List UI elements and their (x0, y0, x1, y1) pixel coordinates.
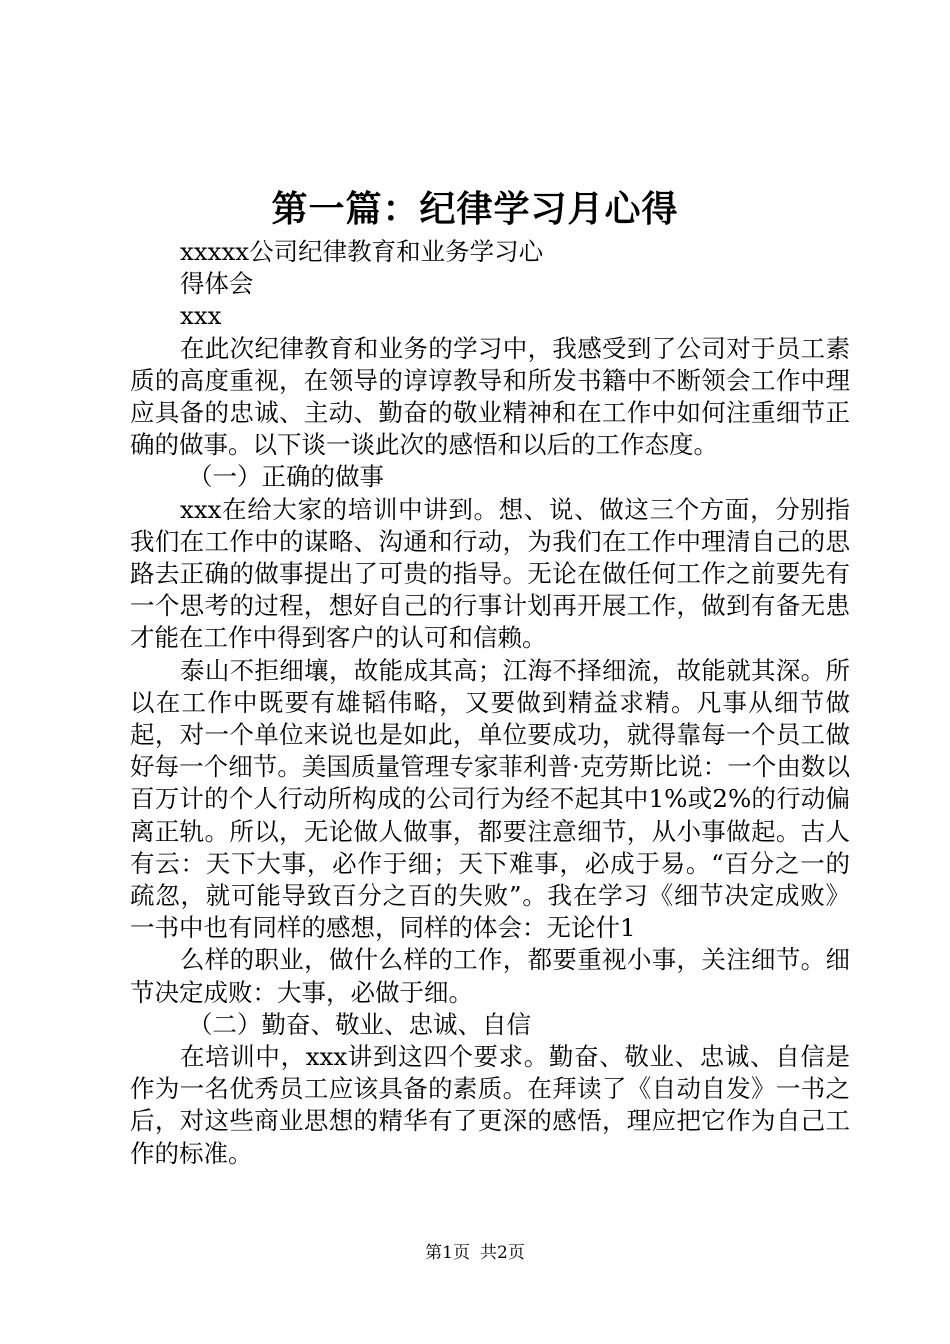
section-heading: （二）勤奋、敬业、忠诚、自信 (188, 1009, 531, 1039)
paragraph: 在此次纪律教育和业务的学习中，我感受到了公司对于员工素质的高度重视，在领导的谆谆教导和所发书籍中不断领会工作中理应具备的忠诚、主动、勤奋的敬业精神和在工作中如何注重细节正确的做事。以下谈一谈此次的感悟和以后的工作态度。 (130, 333, 850, 460)
paragraph: 泰山不拒细壤，故能成其高；江海不择细流，故能就其深。所以在工作中既要有雄韬伟略，又要做到精益求精。凡事从细节做起，对一个单位来说也是如此，单位要成功，就得靠每一个员工做好每一个细节。美国质量管理专家菲利普·克劳斯比说：一个由数以百万计的个人行动所构成的公司行为经不起其中1%或2%的行动偏离正轨。所以，无论做人做事，都要注意细节，从小事做起。古人有云：天下大事，必作于细；天下难事，必成于易。“百分之一的疏忽，就可能导致百分之百的失败”。我在学习《细节决定成败》一书中也有同样的感想，同样的体会：无论什1 (130, 655, 850, 943)
section-heading: （一）正确的做事 (188, 462, 384, 492)
paragraph: xxx在给大家的培训中讲到。想、说、做这三个方面，分别指我们在工作中的谋略、沟通和行动，为我们在工作中理清自己的思路去正确的做事提出了可贵的指导。无论在做任何工作之前要先有一个思考的过程，想好自己的行事计划再开展工作，做到有备无患才能在工作中得到客户的认可和信赖。 (130, 494, 850, 653)
page-footer (0, 1238, 950, 1263)
subtitle-line-1: xxxxx公司纪律教育和业务学习心 (180, 237, 544, 266)
page-number: 第1页 (425, 1243, 470, 1263)
document-body (130, 236, 850, 1170)
paragraph: 么样的职业，做什么样的工作，都要重视小事，关注细节。细节决定成败：大事，必做于细。 (130, 945, 850, 1007)
page-total: 共2页 (480, 1243, 525, 1263)
author: xxx (180, 301, 222, 331)
paragraph: 在培训中，xxx讲到这四个要求。勤奋、敬业、忠诚、自信是作为一名优秀员工应该具备的素质。在拜读了《自动自发》一书之后，对这些商业思想的精华有了更深的感悟，理应把它作为自己工作的标准。 (130, 1042, 850, 1168)
document-title: 第一篇：纪律学习月心得 (271, 188, 679, 230)
subtitle-line-2: 得体会 (180, 269, 254, 299)
